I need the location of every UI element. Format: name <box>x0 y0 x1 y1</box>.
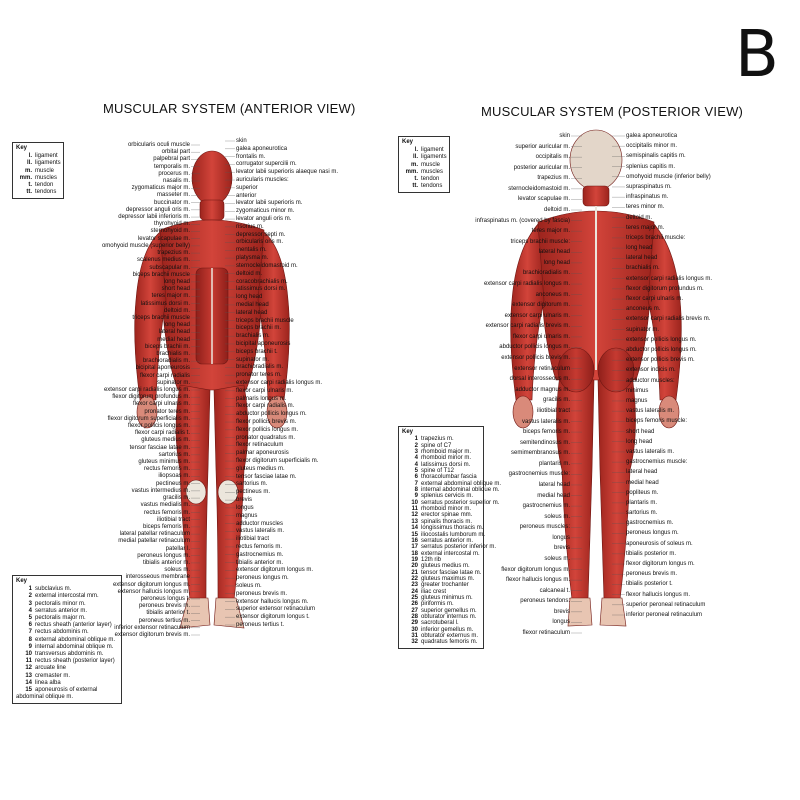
anterior-numbered-key: Key 1 subclavius m. 2 external intercostal mm. 3 pectoralis minor m. 4 serratus anterior m. 5 pectoralis major m. 6 rectus sheath (anterior layer) 7 rectus abdominis m. 8 external abdominal oblique m. 9 internal abdominal oblique m. 10 transversus abdominis m. 11 rectus sheath (posterior layer) 12 arcuate line 13 cremaster m. 14 linea alba 15 aponeurosis of external abdominal oblique m. <box>12 575 122 704</box>
anterior-abbr-key: Key l. ligament ll. ligaments m. muscle mm. muscles t. tendon tt. tendons <box>12 142 64 199</box>
muscle-label: flexor retinaculum <box>236 442 284 449</box>
muscle-label: sartorius m. <box>158 451 190 458</box>
muscle-label: orbital part <box>161 149 190 156</box>
muscle-label: iliopsoas m. <box>158 473 190 480</box>
muscle-label: rectus femoris m. <box>143 466 190 473</box>
key-row: 22 gluteus maximus m. <box>411 575 475 582</box>
muscle-label: deltoid m. <box>543 207 570 214</box>
posterior-head <box>570 130 622 190</box>
muscle-label: biceps brachii muscle <box>132 271 190 278</box>
muscle-label: tibialis posterior t. <box>626 581 673 588</box>
muscle-label: biceps brachii t. <box>236 348 278 355</box>
key-row: 17 serratus posterior inferior m. <box>411 544 497 551</box>
key-row: 32 quadratus femoris m. <box>411 639 478 646</box>
muscle-label: long head <box>236 294 263 301</box>
muscle-label: long head <box>626 245 653 252</box>
muscle-label: flexor pollicis longus m. <box>127 423 190 430</box>
muscle-label: popliteus m. <box>626 489 659 496</box>
muscle-label: extensor pollicis brevis m. <box>626 357 695 364</box>
key-row: 11 rhomboid minor m. <box>411 506 472 513</box>
muscle-label: extensor carpi radialis longus m. <box>236 380 323 386</box>
muscle-label: peroneus brevis m. <box>626 571 678 578</box>
muscle-label: long head <box>543 259 570 266</box>
muscle-label: bicipital aponeurosis <box>135 365 190 372</box>
muscle-label: brachialis m. <box>236 333 270 340</box>
key-row: 31 obturator externus m. <box>411 633 479 639</box>
key-row: 27 superior gemellus m. <box>411 607 477 614</box>
muscle-label: flexor retinaculum <box>522 630 570 636</box>
muscle-label: posterior auricular m. <box>513 164 570 171</box>
muscle-label: triceps brachii muscle <box>236 317 294 324</box>
key-row: 16 serratus anterior m. <box>411 537 474 544</box>
muscle-label: teres major m. <box>531 228 570 235</box>
muscle-label: extensor pollicis brevis m. <box>501 355 570 362</box>
muscle-label: tibialis anterior t. <box>146 610 190 617</box>
muscle-label: flexor carpi ulnaris m. <box>132 401 190 408</box>
muscle-label: superior peroneal retinaculum <box>626 601 706 608</box>
muscle-label: flexor carpi radialis t. <box>134 430 190 437</box>
muscle-label: temporalis m. <box>153 163 190 170</box>
muscle-label: palpebral part <box>153 156 190 163</box>
muscle-label: iliotibial tract <box>536 407 570 414</box>
muscle-label: biceps femoris m. <box>142 523 190 530</box>
muscle-label: flexor carpi ulnaris m. <box>236 387 294 394</box>
muscle-label: zygomaticus major m. <box>131 185 190 192</box>
key-row: 13 spinalis thoracis m. <box>411 518 473 525</box>
key-row: 7 external abdominal oblique m. <box>414 480 502 487</box>
key-row: 3 rhomboid major m. <box>414 449 472 456</box>
muscle-label: teres minor m. <box>626 204 665 211</box>
posterior-numbered-key: Key 1 trapezius m. 2 spine of C7 3 rhomboid major m. 4 rhomboid minor m. 4 latissimus dorsi m. 5 spine of T12 6 thoracolumbar fascia 7 external abdominal oblique m. 8 internal abdominal oblique m. 9 splenius cervicis m. 10 serratus posterior superior m. 11 rhomboid minor m. 12 erector spinae mm. 13 spinalis thoracis m. 14 longissimus thoracis m. 15 iliocostalis lumborum m. 16 serratus anterior m. 17 serratus posterior inferior m. 18 external intercostal m. 19 12th rib 20 gluteus medius m. 21 tensor fasciae latae m. 22 gluteus maximus m. 23 greater trochanter 24 iliac crest 25 gluteus minimus m. 26 piriformis m. 27 superior gemellus m. 28 obturator internus m. 29 sacrotuberal l. 30 inferior gemellus m. 31 obturator externus m. 32 quadratus femoris m. <box>398 426 484 649</box>
key-row: 29 sacrotuberal l. <box>411 620 459 627</box>
muscle-label: lateral head <box>538 249 570 256</box>
muscle-label: sartorius m. <box>626 510 658 517</box>
key-row: 28 obturator internus m. <box>411 613 477 620</box>
muscle-label: deltoid m. <box>163 307 190 314</box>
muscle-label: tibialis anterior m. <box>142 559 190 566</box>
muscle-label: skin <box>559 133 570 139</box>
muscle-label: deltoid m. <box>236 270 263 277</box>
key-row: 9 splenius cervicis m. <box>414 493 474 500</box>
muscle-label: vastus intermedius m. <box>131 487 190 494</box>
muscle-label: levator scapulae m. <box>517 196 570 203</box>
muscle-label: extensor carpi radialis brevis m. <box>485 323 570 330</box>
muscle-label: medial head <box>537 492 570 499</box>
muscle-label: omohyoid muscle (inferior belly) <box>626 173 711 180</box>
muscle-label: levator anguli oris m. <box>236 216 292 223</box>
muscle-label: brachioradialis m. <box>142 358 190 365</box>
muscle-label: flexor digitorum longus m. <box>626 561 695 568</box>
posterior-title: MUSCULAR SYSTEM (POSTERIOR VIEW) <box>481 104 744 119</box>
muscle-label: long head <box>163 322 190 329</box>
muscle-label: extensor digitorum m. <box>512 302 570 309</box>
muscle-label: occipitalis m. <box>535 154 570 161</box>
posterior-right-foot <box>600 598 626 626</box>
muscle-label: skin <box>236 138 247 144</box>
muscle-label: flexor carpi radialis m. <box>236 403 295 410</box>
muscle-label: teres major m. <box>151 293 190 300</box>
muscle-label: extensor digitorum longus m. <box>112 581 190 588</box>
muscle-label: rectus femoris m. <box>143 509 190 516</box>
muscle-label: peroneus tertius t. <box>236 622 285 628</box>
muscle-label: supinator m. <box>626 326 660 333</box>
key-row: 26 piriformis m. <box>411 601 454 608</box>
muscle-label: trapezius m. <box>537 175 570 182</box>
muscle-label: extensor carpi radialis longus m. <box>483 281 570 288</box>
muscle-label: sartorius m. <box>236 481 268 488</box>
muscle-label: pectineus m. <box>236 489 271 496</box>
muscle-label: peroneus brevis m. <box>138 603 190 610</box>
muscle-label: orbicularis oculi muscle <box>127 142 190 148</box>
muscle-label: gastrocnemius m. <box>236 551 284 558</box>
muscle-label: flexor digitorum profundus m. <box>112 394 190 401</box>
muscle-label: extensor hallucis longus m. <box>117 588 190 595</box>
muscle-label: triceps brachii muscle: <box>510 238 570 245</box>
anterior-title: MUSCULAR SYSTEM (ANTERIOR VIEW) <box>103 101 356 116</box>
muscle-label: lateral head <box>236 309 268 316</box>
muscle-label: levator scapulae m. <box>137 235 190 242</box>
muscle-label: abductor pollicis longus m. <box>626 347 697 354</box>
key-row: 4 rhomboid minor m. <box>414 455 472 462</box>
key-row: 10 serratus posterior superior m. <box>411 499 500 506</box>
muscle-label: gracilis m. <box>162 495 190 502</box>
muscle-label: peroneus longus m. <box>626 530 679 537</box>
muscle-label: gluteus medius m. <box>141 437 190 444</box>
muscle-label: flexor digitorum superficialis m. <box>236 458 319 465</box>
muscle-label: plantaris m. <box>538 460 570 467</box>
muscle-label: tibialis posterior m. <box>626 550 677 557</box>
muscle-label: lateral patellar retinaculum <box>119 531 190 538</box>
muscle-label: subscapular m. <box>149 264 190 271</box>
muscle-label: pronator quadratus m. <box>236 434 296 441</box>
muscle-label: palmaris longus m. <box>236 395 287 402</box>
muscle-label: levator labii superioris alaeque nasi m. <box>236 169 339 176</box>
muscle-label: flexor hallucis longus m. <box>505 577 570 584</box>
muscle-label: peroneus longus m. <box>137 552 190 559</box>
muscle-label: flexor pollicis longus m. <box>236 426 299 433</box>
muscle-label: supraspinatus m. <box>626 183 672 190</box>
key-row: 24 iliac crest <box>411 588 447 595</box>
key-row: 8 internal abdominal oblique m. <box>414 487 500 494</box>
muscle-label: magnus <box>626 397 648 404</box>
muscle-label: peroneus brevis m. <box>236 590 288 597</box>
muscle-label: flexor pollicis brevis m. <box>236 419 297 426</box>
muscle-label: brachioradialis m. <box>236 364 284 371</box>
anterior-head <box>192 151 232 205</box>
corner-letter: B <box>735 18 779 92</box>
muscle-label: extensor pollicis longus m. <box>626 336 697 343</box>
muscle-label: rectus femoris m. <box>236 543 283 550</box>
muscle-label: vastus lateralis m. <box>626 408 675 415</box>
muscle-label: adductor magnus m. <box>515 386 570 393</box>
muscle-label: platysma m. <box>236 255 269 262</box>
key-row: 15 iliocostalis lumborum m. <box>411 531 486 538</box>
muscle-label: adductor muscles <box>236 520 284 527</box>
muscle-label: peroneus tendons: <box>520 598 570 605</box>
muscle-label: longus <box>552 534 570 541</box>
key-row: 4 latissimus dorsi m. <box>414 461 471 468</box>
muscle-label: galea aponeurotica <box>236 145 288 152</box>
muscle-label: triceps brachii muscle <box>132 314 190 321</box>
muscle-label: risorius m. <box>236 223 264 230</box>
muscle-label: frontalis m. <box>236 153 266 160</box>
muscle-label: biceps brachii m. <box>144 343 190 350</box>
muscle-label: infraspinatus m. (covered by fascia) <box>475 217 570 224</box>
muscle-label: scalenus medius m. <box>136 257 190 264</box>
muscle-label: superior <box>236 184 258 191</box>
muscle-label: brachialis m. <box>626 265 660 272</box>
muscle-label: extensor carpi radialis longus m. <box>103 387 190 393</box>
muscle-label: nasalis m. <box>162 178 190 185</box>
muscle-label: procerus m. <box>158 170 190 177</box>
muscle-label: iliotibial tract <box>236 536 270 543</box>
muscle-label: depressor labii inferioris m. <box>118 214 190 221</box>
muscle-label: inferior peroneal retinaculum <box>626 612 703 618</box>
muscle-label: pronator teres m. <box>236 372 282 379</box>
anterior-right-knee <box>218 480 238 504</box>
muscle-label: sternocleidomastoid m. <box>508 185 570 192</box>
muscle-label: semispinalis capitis m. <box>626 153 686 160</box>
muscle-label: depressor septi m. <box>236 231 286 238</box>
key-row: 12 erector spinae mm. <box>411 512 473 519</box>
muscle-label: interosseous membrane <box>125 574 190 581</box>
muscle-label: patellar l. <box>165 545 190 552</box>
muscle-label: soleus m. <box>236 582 262 589</box>
muscle-label: coracobrachialis m. <box>236 278 288 285</box>
key-row: 21 tensor fasciae latae m. <box>411 569 482 576</box>
muscle-label: tensor fasciae latae m. <box>236 473 297 480</box>
muscle-label: soleus m. <box>544 555 570 562</box>
key-row: 20 gluteus medius m. <box>411 563 470 570</box>
muscle-label: flexor digitorum superficialis m. <box>107 415 190 422</box>
muscle-label: extensor digitorum longus m. <box>236 567 314 574</box>
muscle-label: pectineus m. <box>155 480 190 487</box>
muscle-label: plantaris m. <box>626 499 658 506</box>
muscle-label: medial patellar retinaculum <box>118 538 190 545</box>
muscle-label: extensor carpi radialis brevis m. <box>626 316 711 323</box>
muscle-label: lateral head <box>626 469 658 476</box>
muscle-label: masseter m. <box>156 192 190 199</box>
muscle-label: tensor fasciae latae m. <box>129 444 190 451</box>
muscle-label: gastrocnemius muscle: <box>508 471 570 478</box>
muscle-label: inferior extensor retinaculum <box>114 624 190 631</box>
muscle-label: biceps femoris muscle: <box>626 418 688 425</box>
muscle-label: short head <box>626 428 655 435</box>
muscle-label: corrugator supercilii m. <box>236 161 297 168</box>
muscle-label: aponeurosis of soleus m. <box>626 540 693 547</box>
muscle-label: magnus <box>236 512 258 519</box>
muscle-label: brevis <box>553 545 570 552</box>
muscle-label: medial head <box>236 301 269 308</box>
muscle-label: anconeus m. <box>535 291 570 298</box>
muscle-label: extensor indicis m. <box>626 367 676 374</box>
muscle-label: longus <box>552 619 570 626</box>
muscle-label: brevis <box>236 497 253 504</box>
muscle-label: vastus lateralis m. <box>626 448 675 455</box>
muscle-label: peroneus muscles: <box>519 524 570 531</box>
key-title: Key <box>16 145 28 151</box>
muscle-label: medial head <box>626 479 659 486</box>
muscle-label: brevis <box>553 608 570 615</box>
muscle-label: medial head <box>157 336 190 343</box>
muscle-label: soleus m. <box>544 513 570 520</box>
muscle-label: gluteus minimus m. <box>138 459 190 466</box>
key-row: 25 gluteus minimus m. <box>411 594 473 601</box>
muscle-label: vastus medialis m. <box>140 502 190 509</box>
muscle-label: superior extensor retinaculum <box>236 606 316 613</box>
key-row: 14 longissimus thoracis m. <box>411 525 484 532</box>
muscle-label: adductor muscles: <box>626 377 675 384</box>
muscle-label: buccinator m. <box>153 199 190 206</box>
muscle-label: vastus lateralis m. <box>236 528 285 535</box>
muscle-label: flexor hallucis longus m. <box>626 591 691 598</box>
muscle-label: extensor hallucis longus m. <box>236 598 309 605</box>
muscle-label: lateral head <box>158 329 190 336</box>
key-row: 6 thoracolumbar fascia <box>414 474 477 481</box>
muscle-label: anconeus m. <box>626 306 661 313</box>
muscle-label: lateral head <box>538 481 570 488</box>
muscle-label: peroneus tertius m. <box>138 617 190 624</box>
muscle-label: mentalis m. <box>236 247 267 254</box>
key-row: 1 trapezius m. <box>414 436 454 443</box>
muscle-label: gracilis m. <box>542 397 570 404</box>
muscle-label: pronator teres m. <box>144 408 190 415</box>
posterior-neck <box>583 186 609 206</box>
key-row: 5 spine of T12 <box>414 468 454 475</box>
muscle-label: occipitalis minor m. <box>626 143 678 150</box>
muscle-label: extensor carpi ulnaris m. <box>504 312 570 319</box>
muscle-label: long head <box>163 278 190 285</box>
key-row: 23 greater trochanter <box>411 582 469 589</box>
muscle-label: thyrohyoid m. <box>153 221 190 228</box>
muscle-label: omohyoid muscle (superior belly) <box>101 242 190 249</box>
muscle-label: splenius capitis m. <box>626 163 676 170</box>
muscle-label: extensor digitorum longus t. <box>236 614 310 621</box>
muscle-label: palmar aponeurosis <box>236 450 289 457</box>
muscle-label: flexor carpi radialis <box>139 372 190 379</box>
muscle-label: flexor digitorum profundus m. <box>626 285 704 292</box>
muscle-label: gastrocnemius m. <box>626 520 674 527</box>
muscle-label: minimus <box>626 387 649 394</box>
muscle-label: bicipital aponeurosis <box>236 340 291 347</box>
muscle-label: supinator m. <box>156 379 190 386</box>
muscle-label: levator labii superioris m. <box>236 200 303 207</box>
muscle-label: sternocleidomastoid m. <box>236 262 298 269</box>
muscle-label: gluteus medius m. <box>236 465 285 472</box>
key-row: 19 12th rib <box>411 556 442 563</box>
muscle-label: gastrocnemius muscle: <box>626 459 688 466</box>
muscle-label: vastus lateralis m. <box>521 418 570 425</box>
muscle-label: extensor retinaculum <box>514 365 570 372</box>
muscle-label: dorsal interosseous m. <box>509 376 570 383</box>
muscle-label: biceps femoris m. <box>522 429 570 436</box>
muscle-label: latissimus dorsi m. <box>236 286 286 293</box>
muscle-label: abductor pollicis longus m. <box>236 411 307 418</box>
muscle-label: supinator m. <box>236 356 270 363</box>
muscle-label: infraspinatus m. <box>626 194 669 201</box>
key-row: 30 inferior gemellus m. <box>411 626 474 633</box>
anterior-neck <box>200 200 224 220</box>
muscle-label: superior auricular m. <box>515 143 570 150</box>
muscle-label: tibialis anterior m. <box>236 559 284 566</box>
muscle-label: orbicularis oris m. <box>236 239 284 246</box>
muscle-label: longus <box>236 504 254 511</box>
muscle-label: abductor pollicis longus m. <box>499 344 570 351</box>
muscle-label: latissimus dorsi m. <box>140 300 190 307</box>
muscle-label: biceps brachii m. <box>236 325 282 332</box>
muscle-label: flexor carpi ulnaris m. <box>512 333 570 340</box>
muscle-label: brachioradialis m. <box>522 270 570 277</box>
muscle-label: semimembranosus m. <box>510 450 570 457</box>
muscle-label: trapezius m. <box>157 250 190 257</box>
muscle-label: peroneus longus t. <box>140 595 190 602</box>
key-row: 2 spine of C7 <box>414 442 452 449</box>
muscle-label: deltoid m. <box>626 214 653 221</box>
muscle-label: gastrocnemius m. <box>522 503 570 510</box>
muscle-label: long head <box>626 438 653 445</box>
posterior-abbr-key: Key l. ligament ll. ligaments m. muscle mm. muscles t. tendon tt. tendons <box>398 136 450 193</box>
muscle-label: soleus m. <box>164 567 190 574</box>
muscle-label: teres major m. <box>626 224 665 231</box>
muscle-label: extensor carpi radialis longus m. <box>626 275 713 282</box>
muscle-label: flexor digitorum longus m. <box>501 566 570 573</box>
muscle-label: flexor carpi ulnaris m. <box>626 296 684 303</box>
muscle-label: zygomaticus minor m. <box>236 208 295 215</box>
muscle-label: brachialis m. <box>156 350 190 357</box>
muscle-label: semitendinosus m. <box>519 439 570 446</box>
muscle-label: iliotibial tract <box>156 516 190 523</box>
muscle-label: sternohyoid m. <box>150 228 190 235</box>
muscle-label: calcaneal t. <box>539 587 570 594</box>
key-row: 18 external intercostal m. <box>411 550 480 557</box>
muscle-label: triceps brachii muscle: <box>626 234 686 241</box>
muscle-label: depressor anguli oris m. <box>125 206 190 213</box>
muscle-label: auricularis muscles: <box>236 177 289 184</box>
muscle-label: peroneus longus m. <box>236 575 289 582</box>
muscle-label: galea aponeurotica <box>626 133 678 139</box>
muscle-label: extensor digitorum brevis m. <box>114 632 190 638</box>
muscle-label: anterior <box>236 192 257 199</box>
muscle-label: short head <box>161 286 190 293</box>
muscle-label: lateral head <box>626 255 658 262</box>
